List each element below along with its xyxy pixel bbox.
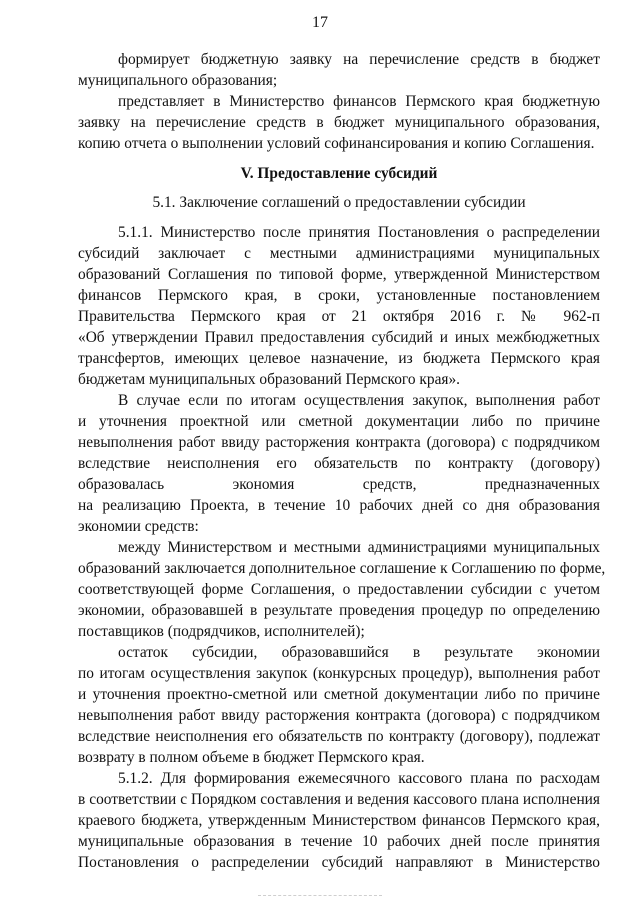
page-number: 17: [312, 14, 328, 31]
text-line: экономии, образовавшей в результате проведения процедур по определению: [78, 602, 600, 619]
text-line: по итогам осуществления закупок (конкурсных процедур), выполнения работ: [78, 665, 600, 682]
text-line: на реализацию Проекта, в течение 10 рабочих дней со дня образования: [78, 497, 600, 514]
text-line: формирует бюджетную заявку на перечисление средств в бюджет: [118, 51, 600, 68]
text-line: Правительства Пермского края от 21 октября 2016 г. № 962-п: [78, 308, 600, 325]
text-line: образований заключается дополнительное соглашение к Соглашению по форме,: [78, 560, 606, 577]
footer-divider: [258, 895, 382, 898]
text-line: невыполнения работ ввиду расторжения контракта (договора) с подрядчиком: [78, 707, 600, 724]
text-line: поставщиков (подрядчиков, исполнителей);: [78, 623, 365, 640]
text-line: остаток субсидии, образовавшийся в результате экономии: [118, 644, 600, 661]
text-line: заявку на перечисление средств в бюджет муниципального образования,: [78, 114, 600, 131]
text-line: возврату в полном объеме в бюджет Пермского края.: [78, 749, 425, 766]
text-line: копию отчета о выполнении условий софинансирования и копию Соглашения.: [78, 135, 595, 152]
text-line: вследствие неисполнения его обязательств по контракту (договору), подлежат: [78, 728, 600, 745]
text-line: образовалась экономия средств, предназначенных: [78, 476, 600, 493]
text-line: 5.1.1. Министерство после принятия Постановления о распределении: [118, 224, 600, 241]
text-line: краевого бюджета, утвержденным Министерством финансов Пермского края,: [78, 812, 600, 829]
text-line: финансов Пермского края, в сроки, установленные постановлением: [78, 287, 600, 304]
text-line: в соответствии с Порядком составления и ведения кассового плана исполнения: [78, 791, 600, 808]
text-line: экономии средств:: [78, 518, 199, 535]
text-line: невыполнения работ ввиду расторжения контракта (договора) с подрядчиком: [78, 434, 600, 451]
text-line: трансфертов, имеющих целевое назначение, из бюджета Пермского края: [78, 350, 600, 367]
text-line: между Министерством и местными администрациями муниципальных: [118, 539, 600, 556]
subsection-heading: 5.1. Заключение соглашений о предоставлении субсидии: [152, 194, 526, 211]
text-line: вследствие неисполнения его обязательств по контракту (договору): [78, 455, 600, 472]
text-line: муниципальные образования в течение 10 рабочих дней после принятия: [78, 833, 600, 850]
text-line: и уточнения проектно-сметной или сметной документации либо по причине: [78, 686, 600, 703]
text-line: муниципального образования;: [78, 72, 278, 89]
text-line: 5.1.2. Для формирования ежемесячного кассового плана по расходам: [118, 770, 600, 787]
text-line: субсидий заключает с местными администрациями муниципальных: [78, 245, 600, 262]
text-line: В случае если по итогам осуществления закупок, выполнения работ: [118, 392, 600, 409]
text-line: Постановления о распределении субсидий направляют в Министерство: [78, 854, 600, 871]
section-heading: V. Предоставление субсидий: [240, 165, 438, 182]
text-line: и уточнения проектной или сметной документации либо по причине: [78, 413, 600, 430]
text-line: бюджетам муниципальных образований Пермского края».: [78, 371, 461, 388]
text-line: соответствующей форме Соглашения, о предоставлении субсидии с учетом: [78, 581, 600, 598]
text-line: «Об утверждении Правил предоставления субсидий и иных межбюджетных: [78, 329, 600, 346]
text-line: представляет в Министерство финансов Пермского края бюджетную: [118, 93, 600, 110]
text-line: образований Соглашения по типовой форме, утвержденной Министерством: [78, 266, 600, 283]
